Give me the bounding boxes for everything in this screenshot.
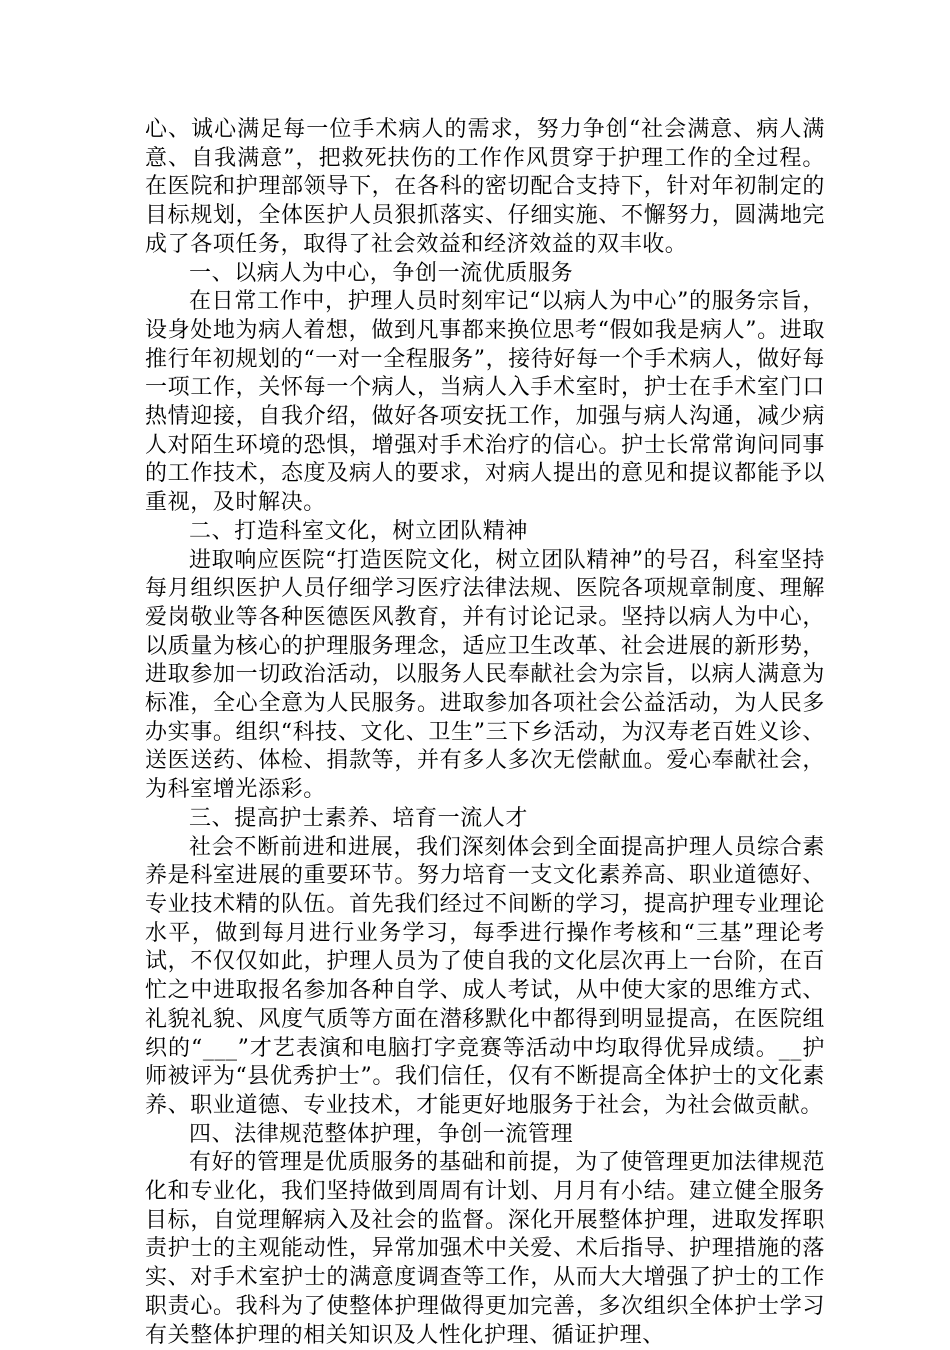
paragraph-section-2: 进取响应医院“打造医院文化，树立团队精神”的号召，科室坚持每月组织医护人员仔细学习医疗法律法规、医院各项规章制度、理解爱岗敬业等各种医德医风教育，并有讨论记录。坚持以病人为中心，以质量为核心的护理服务理念，适应卫生改革、社会进展的新形势，进取参加一切政治活动，以服务人民奉献社会为宗旨，以病人满意为标准，全心全意为人民服务。进取参加各项社会公益活动，为人民多办实事。组织“科技、文化、卫生”三下乡活动，为汉寿老百姓义诊、送医送药、体检、捐款等，并有多人多次无偿献血。爱心奉献社会，为科室增光添彩。	[145, 547, 825, 803]
section-heading-3: 三、提高护士素养、培育一流人才	[189, 805, 529, 831]
paragraph-section-1: 在日常工作中，护理人员时刻牢记“以病人为中心”的服务宗旨，设身处地为病人着想，做到凡事都来换位思考“假如我是病人”。进取推行年初规划的“一对一全程服务”，接待好每一个手术病人，做好每一项工作，关怀每一个病人，当病人入手术室时，护士在手术室门口热情迎接，自我介绍，做好各项安抚工作，加强与病人沟通，减少病人对陌生环境的恐惧，增强对手术治疗的信心。护士长常常询问同事的工作技术，态度及病人的要求，对病人提出的意见和提议都能予以重视，及时解决。	[145, 289, 825, 516]
section-heading-1: 一、以病人为中心，争创一流优质服务	[189, 260, 574, 286]
document-page	[145, 116, 825, 1350]
section-heading-4: 四、法律规范整体护理，争创一流管理	[189, 1121, 574, 1147]
section-heading-2: 二、打造科室文化，树立团队精神	[189, 518, 529, 544]
paragraph-section-3: 社会不断前进和进展，我们深刻体会到全面提高护理人员综合素养是科室进展的重要环节。努力培育一支文化素养高、职业道德好、专业技术精的队伍。首先我们经过不间断的学习，提高护理专业理论水平，做到每月进行业务学习，每季进行操作考核和“三基”理论考试，不仅仅如此，护理人员为了使自我的文化层次再上一台阶，在百忙之中进取报名参加各种自学、成人考试，从中使大家的思维方式、礼貌礼貌、风度气质等方面在潜移默化中都得到明显提高，在医院组织的“___”才艺表演和电脑打字竞赛等活动中均取得优异成绩。__护师被评为“县优秀护士”。我们信任，仅有不断提高全体护士的文化素养、职业道德、专业技术，才能更好地服务于社会，为社会做贡献。	[145, 834, 825, 1118]
paragraph-section-4: 有好的管理是优质服务的基础和前提，为了使管理更加法律规范化和专业化，我们坚持做到周周有计划、月月有小结。建立健全服务目标，自觉理解病入及社会的监督。深化开展整体护理，进取发挥职责护士的主观能动性，异常加强术中关爱、术后指导、护理措施的落实、对手术室护士的满意度调查等工作，从而大大增强了护士的工作职责心。我科为了使整体护理做得更加完善，多次组织全体护士学习有关整体护理的相关知识及人性化护理、循证护理、	[145, 1150, 825, 1348]
paragraph-intro: 心、诚心满足每一位手术病人的需求，努力争创“社会满意、病人满意、自我满意”，把救死扶伤的工作作风贯穿于护理工作的全过程。在医院和护理部领导下，在各科的密切配合支持下，针对年初制定的目标规划，全体医护人员狠抓落实、仔细实施、不懈努力，圆满地完成了各项任务，取得了社会效益和经济效益的双丰收。	[145, 117, 825, 257]
